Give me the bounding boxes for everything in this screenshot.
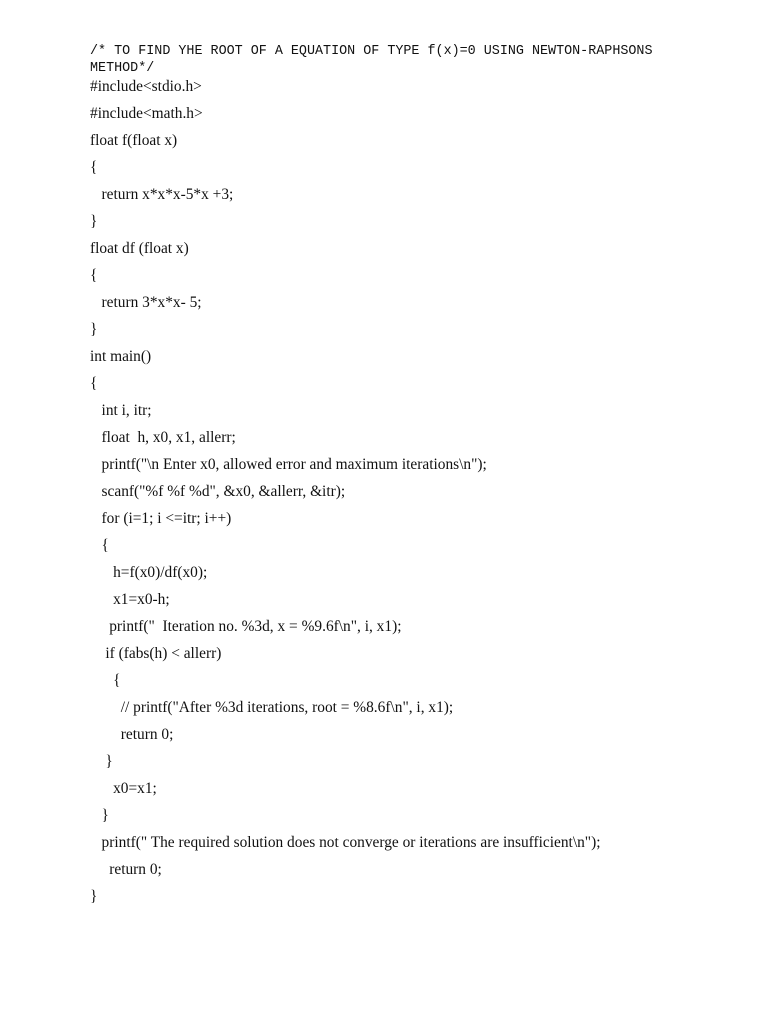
- code-line: for (i=1; i <=itr; i++): [90, 510, 232, 527]
- code-line: }: [90, 321, 98, 338]
- code-line: return x*x*x-5*x +3;: [90, 186, 234, 203]
- code-line: }: [90, 213, 98, 230]
- code-line: printf(" The required solution does not converge or iterations are insufficient\n");: [90, 834, 601, 851]
- code-line: {: [90, 672, 121, 689]
- code-line: {: [90, 159, 98, 176]
- code-line: scanf("%f %f %d", &x0, &allerr, &itr);: [90, 483, 346, 500]
- code-line: x0=x1;: [90, 780, 157, 797]
- code-listing: [90, 76, 601, 913]
- code-line: }: [90, 807, 109, 824]
- code-line: #include<math.h>: [90, 105, 203, 122]
- code-line: printf("\n Enter x0, allowed error and maximum iterations\n");: [90, 456, 487, 473]
- code-line: h=f(x0)/df(x0);: [90, 564, 208, 581]
- code-line: }: [90, 888, 98, 905]
- code-line: int main(): [90, 348, 152, 365]
- code-line: float df (float x): [90, 240, 189, 257]
- code-line: x1=x0-h;: [90, 591, 170, 608]
- code-line: {: [90, 537, 109, 554]
- code-line: // printf("After %3d iterations, root = %8.6f\n", i, x1);: [90, 699, 454, 716]
- code-line: printf(" Iteration no. %3d, x = %9.6f\n", i, x1);: [90, 618, 402, 635]
- code-line: }: [90, 753, 113, 770]
- code-line: float f(float x): [90, 132, 178, 149]
- code-line: return 3*x*x- 5;: [90, 294, 202, 311]
- code-line: return 0;: [90, 726, 174, 743]
- code-line: return 0;: [90, 861, 162, 878]
- code-line: if (fabs(h) < allerr): [90, 645, 222, 662]
- code-line: int i, itr;: [90, 402, 152, 419]
- code-line: {: [90, 267, 98, 284]
- code-line: #include<stdio.h>: [90, 78, 202, 95]
- code-line: float h, x0, x1, allerr;: [90, 429, 236, 446]
- header-comment: /* TO FIND YHE ROOT OF A EQUATION OF TYPE f(x)=0 USING NEWTON-RAPHSONS METHOD*/: [90, 44, 661, 76]
- code-line: {: [90, 375, 98, 392]
